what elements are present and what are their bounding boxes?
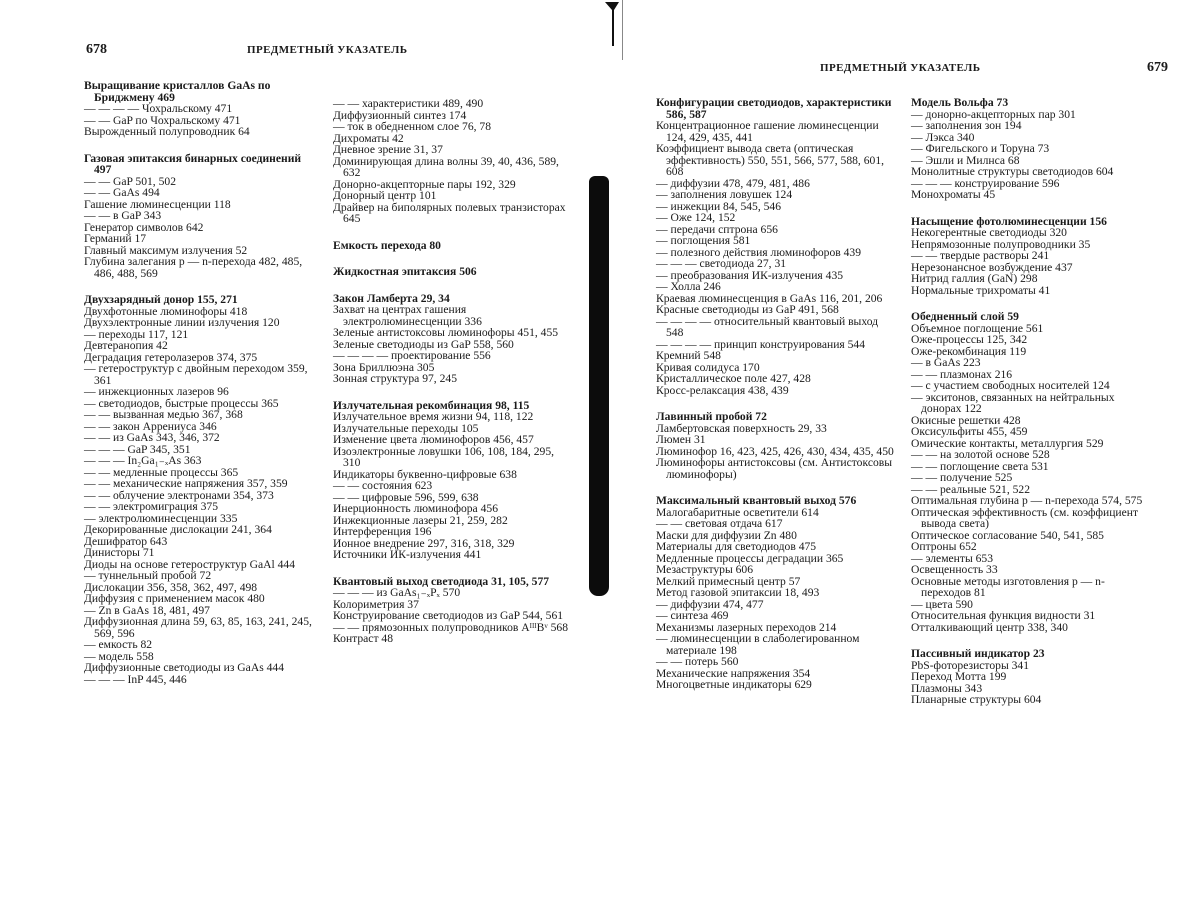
- index-entry: Нитрид галлия (GaN) 298: [911, 272, 1038, 285]
- page-number: 678: [86, 42, 107, 57]
- index-entry: Нормальные трихроматы 41: [911, 283, 1051, 297]
- index-entry: Изменение цвета люминофоров 456, 457: [333, 433, 534, 446]
- index-entry: Некогерентные светодиоды 320: [911, 226, 1067, 239]
- index-entry: Красные светодиоды из GaP 491, 568: [656, 303, 839, 316]
- index-entry: Двухфотонные люминофоры 418: [84, 304, 248, 318]
- index-entry: — — твердые растворы 241: [911, 249, 1050, 262]
- index-entry: Максимальный квантовый выход 576: [656, 494, 857, 507]
- gutter-shadow: [589, 176, 609, 596]
- index-entry: — — закон Аррениуса 346: [84, 419, 217, 433]
- index-entry: Ионное внедрение 297, 316, 318, 329: [333, 536, 515, 550]
- index-entry: Изоэлектронные ловушки 106, 108, 184, 295, 310: [333, 444, 555, 469]
- index-entry: Оптическая эффективность (см. коэффициент вывода света): [911, 505, 1139, 530]
- index-entry: Двухзарядный донор 155, 271: [84, 293, 238, 306]
- index-entry: — люминесценции в слаболегированном материале 198: [656, 632, 860, 657]
- index-entry: — с участием свободных носителей 124: [911, 379, 1110, 392]
- index-entry: Гашение люминесценции 118: [84, 197, 231, 211]
- index-entry: — в GaAs 223: [911, 356, 981, 369]
- index-entry: — — облучение электронами 354, 373: [84, 488, 274, 502]
- index-column: [656, 97, 898, 691]
- index-entry: Конструирование светодиодов из GaP 544, 561: [333, 609, 564, 622]
- index-entry: — — — — относительный квантовый выход 548: [656, 314, 879, 339]
- index-entry: Оптимальная глубина p — n-перехода 574, 575: [911, 494, 1143, 507]
- index-entry: Материалы для светодиодов 475: [656, 540, 817, 553]
- scan-line: [622, 0, 623, 60]
- index-entry: Конфигурации светодиодов, характеристики 586, 587: [656, 96, 892, 121]
- index-entry: Главный максимум излучения 52: [84, 243, 248, 257]
- index-entry: — — — InP 445, 446: [84, 672, 187, 686]
- index-entry: — Оже 124, 152: [656, 211, 736, 224]
- index-entry: — — — GaP 345, 351: [84, 442, 191, 456]
- index-entry: Закон Ламберта 29, 34: [333, 291, 450, 305]
- index-entry: Плазмоны 343: [911, 681, 983, 695]
- index-entry: — туннельный пробой 72: [84, 569, 212, 582]
- index-entry: — заполнения зон 194: [911, 119, 1022, 132]
- index-entry: Монохроматы 45: [911, 188, 996, 201]
- index-entry: Концентрационное гашение люминесценции 124, 429, 435, 441: [656, 119, 879, 144]
- index-entry: — — медленные процессы 365: [84, 465, 239, 479]
- index-entry: — — — — принцип конструирования 544: [656, 337, 866, 351]
- index-entry: Диффузионная длина 59, 63, 85, 163, 241, 245, 569, 596: [84, 615, 312, 640]
- index-entry: Диоды на основе гетероструктур GaAl 444: [84, 557, 296, 571]
- index-entry: Дихроматы 42: [333, 131, 404, 145]
- index-entry: Многоцветные индикаторы 629: [656, 678, 812, 691]
- index-entry: Выращивание кристаллов GaAs по Бриджмену 469: [84, 79, 271, 104]
- index-entry: — диффузии 474, 477: [656, 597, 764, 611]
- index-entry: Интерференция 196: [333, 525, 432, 538]
- index-entry: — передачи сптрона 656: [656, 222, 778, 236]
- index-entry: Диффузионные светодиоды из GaAs 444: [84, 661, 285, 674]
- index-entry: Излучательные переходы 105: [333, 421, 479, 435]
- index-entry: — — — — проектирование 556: [333, 349, 491, 362]
- index-entry: Краевая люминесценция в GaAs 116, 201, 206: [656, 291, 883, 305]
- index-entry: Оксисульфиты 455, 459: [911, 425, 1028, 438]
- index-entry: — — — — Чохральскому 471: [84, 102, 233, 115]
- index-entry: Люминофор 16, 423, 425, 426, 430, 434, 435, 450: [656, 444, 894, 458]
- index-entry: Пассивный индикатор 23: [911, 647, 1045, 660]
- index-entry: Зеленые антистоксовы люминофоры 451, 455: [333, 326, 559, 339]
- index-entry: — — электромиграция 375: [84, 500, 219, 513]
- index-entry: Генератор символов 642: [84, 220, 204, 234]
- index-entry: — — GaAs 494: [84, 186, 160, 199]
- index-entry: Двухэлектронные линии излучения 120: [84, 316, 280, 329]
- index-entry: Дешифратор 643: [84, 534, 168, 548]
- index-entry: — Холла 246: [656, 280, 721, 293]
- index-entry: Люминофоры антистоксовы (см. Антистоксовы люминофоры): [656, 456, 893, 481]
- index-entry: Малогабаритные осветители 614: [656, 505, 819, 519]
- index-entry: — — вызванная медью 367, 368: [84, 408, 243, 421]
- index-entry: Дневное зрение 31, 37: [333, 143, 443, 156]
- index-entry: Люмен 31: [656, 433, 706, 446]
- index-entry: — донорно-акцепторных пар 301: [911, 107, 1076, 121]
- index-entry: Диффузионный синтез 174: [333, 108, 467, 122]
- index-entry: — — плазмонах 216: [911, 367, 1013, 381]
- index-entry: — светодиодов, быстрые процессы 365: [84, 396, 279, 410]
- index-entry: Вырожденный полупроводник 64: [84, 125, 250, 138]
- index-entry: Захват на центрах гашения электролюминесценции 336: [333, 303, 482, 328]
- index-entry: — Лэкса 340: [911, 130, 975, 144]
- index-entry: Монолитные структуры светодиодов 604: [911, 165, 1114, 178]
- index-entry: Квантовый выход светодиода 31, 105, 577: [333, 574, 550, 588]
- index-entry: Донорный центр 101: [333, 189, 437, 202]
- index-entry: Динисторы 71: [84, 546, 155, 559]
- index-entry: Мезаструктуры 606: [656, 563, 754, 576]
- index-entry: Планарные структуры 604: [911, 693, 1042, 706]
- index-entry: — заполнения ловушек 124: [656, 188, 793, 201]
- index-entry: — синтеза 469: [656, 609, 729, 622]
- index-entry: — — цифровые 596, 599, 638: [333, 490, 479, 504]
- index-entry: Зона Бриллюэна 305: [333, 360, 435, 374]
- index-entry: Инерционность люминофора 456: [333, 502, 498, 515]
- index-entry: Источники ИК-излучения 441: [333, 548, 482, 561]
- index-entry: — ток в обедненном слое 76, 78: [333, 120, 492, 133]
- index-entry: Освещенность 33: [911, 563, 998, 576]
- index-entry: Механизмы лазерных переходов 214: [656, 620, 837, 634]
- index-entry: Оже-рекомбинация 119: [911, 344, 1027, 358]
- index-column: [911, 97, 1153, 706]
- book-gutter: [586, 0, 622, 917]
- index-entry: Отталкивающий центр 338, 340: [911, 620, 1068, 634]
- index-column: [84, 80, 316, 685]
- index-entry: Германий 17: [84, 232, 147, 245]
- index-entry: Газовая эпитаксия бинарных соединений 497: [84, 151, 302, 176]
- index-entry: — инжекции 84, 545, 546: [656, 199, 782, 213]
- index-entry: — Фигельского и Торуна 73: [911, 142, 1050, 155]
- index-entry: Лавинный пробой 72: [656, 410, 767, 423]
- index-entry: Зеленые светодиоды из GaP 558, 560: [333, 337, 514, 351]
- index-entry: Кривая солидуса 170: [656, 360, 760, 374]
- index-entry: Емкость перехода 80: [333, 238, 441, 252]
- index-entry: — преобразования ИК-излучения 435: [656, 268, 844, 282]
- index-entry: — — GaP 501, 502: [84, 174, 176, 188]
- index-entry: Излучательная рекомбинация 98, 115: [333, 398, 530, 412]
- index-entry: Непрямозонные полупроводники 35: [911, 237, 1091, 251]
- index-entry: — экситонов, связанных на нейтральных донорах 122: [911, 390, 1115, 415]
- index-entry: — — поглощение света 531: [911, 459, 1049, 473]
- index-entry: — поглощения 581: [656, 234, 751, 247]
- index-entry: Насыщение фотолюминесценции 156: [911, 214, 1107, 228]
- index-entry: Оже-процессы 125, 342: [911, 333, 1028, 346]
- index-entry: Маски для диффузии Zn 480: [656, 528, 797, 542]
- index-entry: — полезного действия люминофоров 439: [656, 245, 862, 259]
- index-entry: — — получение 525: [911, 471, 1013, 484]
- index-entry: — — реальные 521, 522: [911, 482, 1031, 496]
- index-entry: PbS-фоторезисторы 341: [911, 658, 1030, 672]
- index-entry: Оптроны 652: [911, 540, 977, 553]
- index-entry: — инжекционных лазеров 96: [84, 385, 229, 398]
- page-number: 679: [1147, 60, 1168, 75]
- index-entry: — Эшли и Милнса 68: [911, 153, 1020, 167]
- index-entry: — — — конструирование 596: [911, 176, 1060, 190]
- index-entry: Обедненный слой 59: [911, 310, 1019, 323]
- index-entry: Окисные решетки 428: [911, 413, 1021, 427]
- index-entry: Мелкий примесный центр 57: [656, 574, 801, 588]
- index-column: [333, 98, 573, 645]
- index-entry: — гетероструктур с двойным переходом 359, 361: [84, 362, 308, 387]
- index-entry: — емкость 82: [84, 638, 153, 651]
- index-entry: — — характеристики 489, 490: [333, 97, 484, 110]
- index-entry: Модель Вольфа 73: [911, 96, 1009, 109]
- index-entry: Инжекционные лазеры 21, 259, 282: [333, 513, 508, 527]
- index-entry: Дислокации 356, 358, 362, 497, 498: [84, 580, 258, 594]
- index-entry: Деградация гетеролазеров 374, 375: [84, 350, 258, 364]
- index-entry: Колориметрия 37: [333, 597, 419, 611]
- index-entry: Кристаллическое поле 427, 428: [656, 372, 811, 385]
- index-entry: — Zn в GaAs 18, 481, 497: [84, 603, 210, 617]
- index-entry: Драйвер на биполярных полевых транзисторах 645: [333, 200, 566, 225]
- index-entry: — — в GaP 343: [84, 209, 162, 222]
- index-entry: Глубина залегания p — n-перехода 482, 485, 486, 488, 569: [84, 255, 303, 280]
- index-entry: Медленные процессы деградации 365: [656, 551, 844, 565]
- index-entry: — — из GaAs 343, 346, 372: [84, 431, 220, 444]
- index-entry: — модель 558: [84, 649, 154, 663]
- index-entry: — диффузии 478, 479, 481, 486: [656, 176, 810, 190]
- index-entry: Кросс-релаксация 438, 439: [656, 383, 789, 397]
- index-entry: — элементы 653: [911, 551, 994, 565]
- index-entry: — — — светодиода 27, 31: [656, 257, 787, 270]
- index-entry: Кремний 548: [656, 349, 721, 362]
- running-head: ПРЕДМЕТНЫЙ УКАЗАТЕЛЬ: [247, 44, 408, 56]
- index-entry: Нерезонансное возбуждение 437: [911, 260, 1073, 274]
- index-entry: — — — из GaAs₁₋ₓPₓ 570: [333, 586, 461, 599]
- index-entry: Донорно-акцепторные пары 192, 329: [333, 177, 516, 191]
- index-entry: Основные методы изготовления p — n-переходов 81: [911, 574, 1105, 599]
- index-entry: — электролюминесценции 335: [84, 511, 238, 525]
- index-entry: Излучательное время жизни 94, 118, 122: [333, 410, 534, 423]
- index-entry: Декорированные дислокации 241, 364: [84, 523, 272, 536]
- index-entry: — переходы 117, 121: [84, 327, 189, 341]
- index-entry: Оптическое согласование 540, 541, 585: [911, 528, 1104, 542]
- index-entry: — — состояния 623: [333, 479, 433, 492]
- index-entry: — цвета 590: [911, 597, 973, 611]
- binding-mark: [605, 0, 619, 48]
- index-entry: — — механические напряжения 357, 359: [84, 477, 288, 490]
- index-entry: Жидкостная эпитаксия 506: [333, 265, 477, 278]
- index-entry: Омические контакты, металлургия 529: [911, 436, 1104, 450]
- index-entry: — — GaP по Чохральскому 471: [84, 113, 241, 127]
- index-entry: — — прямозонных полупроводников AᴵᴵᴵBᵛ 568: [333, 620, 569, 634]
- index-entry: Метод газовой эпитаксии 18, 493: [656, 586, 820, 599]
- index-entry: — — потерь 560: [656, 655, 739, 668]
- index-entry: Доминирующая длина волны 39, 40, 436, 589, 632: [333, 154, 559, 179]
- index-entry: Диффузия с применением масок 480: [84, 592, 265, 605]
- index-entry: Зонная структура 97, 245: [333, 372, 457, 385]
- index-entry: Коэффициент вывода света (оптическая эффективность) 550, 551, 566, 577, 588, 601, 608: [656, 142, 885, 178]
- index-entry: Механические напряжения 354: [656, 666, 811, 680]
- index-entry: — — — In₂Ga₁₋ₓAs 363: [84, 454, 202, 467]
- index-entry: Переход Мотта 199: [911, 670, 1007, 683]
- index-entry: Ламбертовская поверхность 29, 33: [656, 421, 827, 435]
- index-entry: Индикаторы буквенно-цифровые 638: [333, 467, 517, 481]
- index-entry: — — световая отдача 617: [656, 517, 783, 530]
- index-entry: Девтеранопия 42: [84, 339, 168, 352]
- running-head: ПРЕДМЕТНЫЙ УКАЗАТЕЛЬ: [820, 62, 981, 74]
- index-entry: — — на золотой основе 528: [911, 448, 1050, 461]
- right-page: [606, 0, 1200, 917]
- index-entry: Относительная функция видности 31: [911, 609, 1096, 622]
- index-entry: Объемное поглощение 561: [911, 321, 1044, 335]
- index-entry: Контраст 48: [333, 632, 394, 645]
